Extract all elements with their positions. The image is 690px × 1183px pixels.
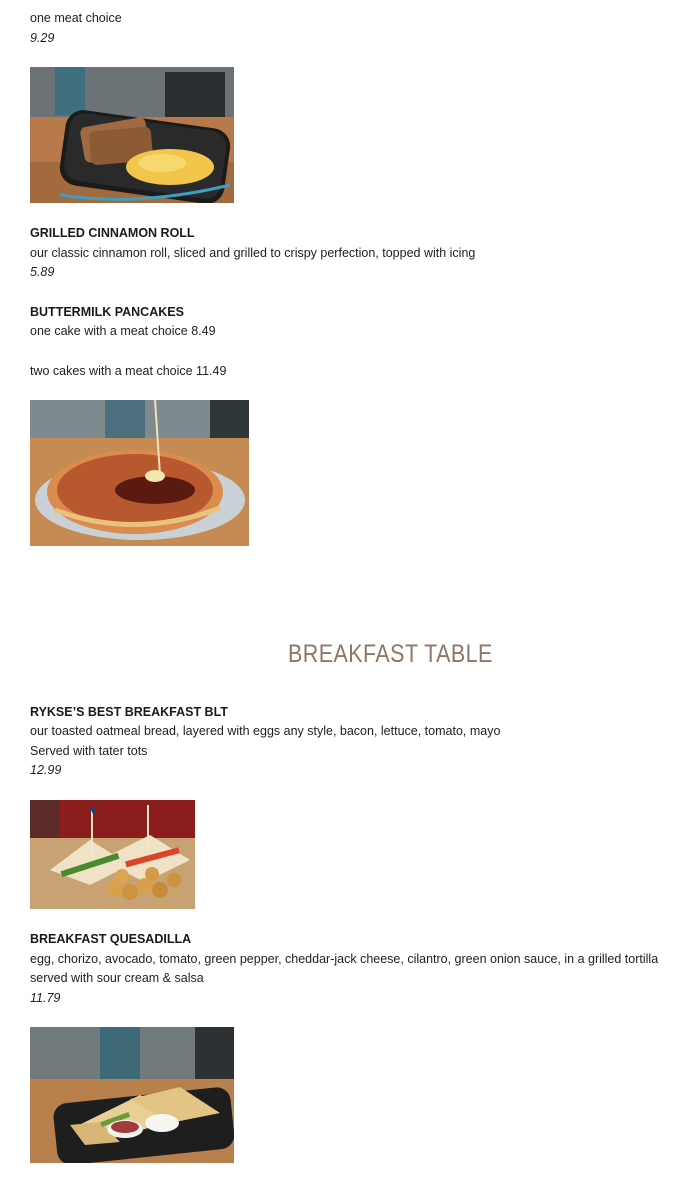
item-description: one cake with a meat choice 8.49 xyxy=(30,324,216,338)
item-description: two cakes with a meat choice 11.49 xyxy=(30,364,227,378)
toast-eggs-photo xyxy=(30,67,234,203)
item-description: one meat choice xyxy=(30,11,122,25)
pancake-photo xyxy=(30,400,249,546)
item-title: RYKSE’S BEST BREAKFAST BLT xyxy=(30,705,228,719)
item-title: BUTTERMILK PANCAKES xyxy=(30,305,184,319)
item-description: egg, chorizo, avocado, tomato, green pepper, cheddar-jack cheese, cilantro, green onion sauce, in a grilled tortilla xyxy=(30,952,659,966)
blt-photo xyxy=(30,800,195,909)
item-title: BREAKFAST QUESADILLA xyxy=(30,932,192,946)
item-price: 9.29 xyxy=(30,31,55,45)
item-title: GRILLED CINNAMON ROLL xyxy=(30,226,195,240)
item-price: 11.79 xyxy=(30,991,61,1005)
section-title: BREAKFAST TABLE xyxy=(288,640,493,668)
item-served-with: served with sour cream & salsa xyxy=(30,971,204,985)
quesadilla-photo xyxy=(30,1027,234,1163)
item-description: our toasted oatmeal bread, layered with eggs any style, bacon, lettuce, tomato, mayo xyxy=(30,724,501,738)
item-description: our classic cinnamon roll, sliced and grilled to crispy perfection, topped with icing xyxy=(30,246,476,260)
item-price: 5.89 xyxy=(30,265,55,279)
item-price: 12.99 xyxy=(30,763,62,777)
item-served-with: Served with tater tots xyxy=(30,744,148,758)
